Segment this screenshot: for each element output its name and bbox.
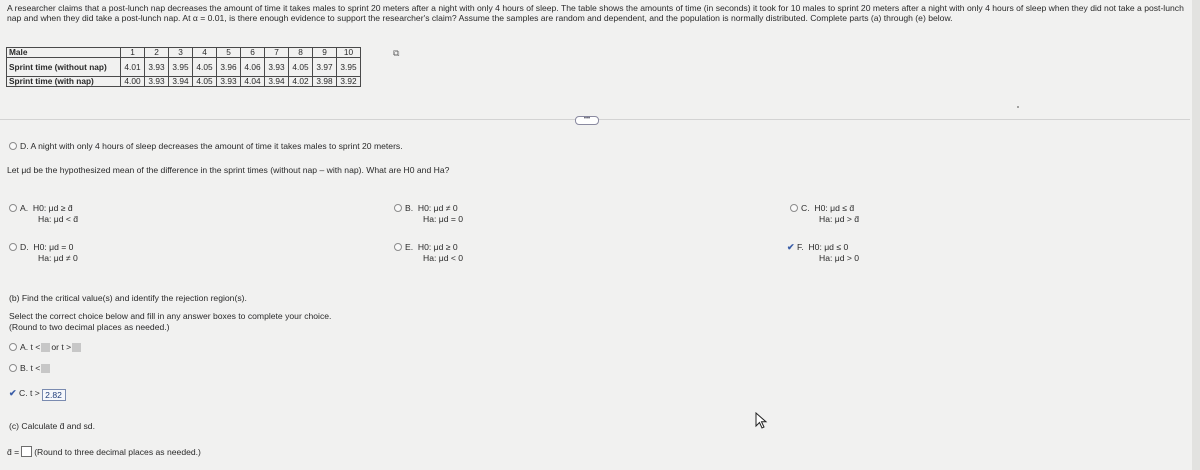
part-b-round-note: (Round to two decimal places as needed.) (9, 322, 170, 332)
table-row (7, 77, 361, 87)
option-letter: F. (797, 242, 804, 252)
h0-text: H0: μd ≤ d̄ (814, 203, 855, 213)
table-cell: 3.93 (145, 77, 169, 87)
answer-box[interactable] (72, 343, 81, 352)
table-row-label: Sprint time (with nap) (7, 77, 121, 87)
radio-icon (790, 204, 798, 212)
table-header-label: Male (7, 48, 121, 58)
table-cell: 3.98 (313, 77, 337, 87)
checkmark-icon: ✔ (9, 388, 17, 398)
table-col: 10 (337, 48, 361, 58)
ha-text: Ha: μd > d̄ (819, 214, 860, 224)
hyp-option-b[interactable] (394, 203, 463, 225)
option-text: A. t < (20, 342, 41, 352)
table-cell: 3.93 (145, 58, 169, 77)
claim-option-text: D. A night with only 4 hours of sleep decreases the amount of time it takes males to sprint 20 meters. (20, 141, 403, 151)
radio-icon (9, 142, 17, 150)
table-col: 6 (241, 48, 265, 58)
option-letter: C. (801, 203, 810, 213)
ha-text: Ha: μd ≠ 0 (38, 253, 78, 263)
radio-icon (9, 364, 17, 372)
table-row-label: Sprint time (without nap) (7, 58, 121, 77)
table-cell: 4.01 (121, 58, 145, 77)
table-cell: 3.97 (313, 58, 337, 77)
crit-option-b[interactable] (9, 363, 51, 373)
crit-option-c[interactable] (9, 388, 66, 401)
dot (1017, 106, 1019, 108)
table-cell: 4.06 (241, 58, 265, 77)
problem-statement: A researcher claims that a post-lunch nap decreases the amount of time it takes males to sprint 20 meters after a night with only 4 hours of sleep. The table shows the amounts of time (in seconds) it took for 10 males to sprint 20 meters after a night with only 4 hours of sleep when they did not take a post-lunch nap and when they did take a post-lunch nap. At α = 0.01, is there enough evidence to support the researcher's claim? Assume the samples are random and dependent, and the population is normally distributed. Complete parts (a) through (e) below. (7, 3, 1184, 23)
option-letter: A. (20, 203, 29, 213)
table-cell: 3.94 (169, 77, 193, 87)
table-cell: 3.96 (217, 58, 241, 77)
table-row (7, 58, 361, 77)
radio-icon (9, 204, 17, 212)
table-col: 2 (145, 48, 169, 58)
hypothesis-question: Let μd be the hypothesized mean of the difference in the sprint times (without nap – with nap). What are H0 and Ha? (7, 165, 450, 175)
table-cell: 3.93 (217, 77, 241, 87)
option-letter: B. (405, 203, 414, 213)
dbar-input[interactable] (21, 446, 32, 457)
critical-value-box[interactable]: 2.82 (42, 389, 66, 401)
ha-text: Ha: μd < 0 (423, 253, 464, 263)
table-col: 3 (169, 48, 193, 58)
data-table (6, 47, 361, 87)
option-text: C. t > (19, 388, 40, 398)
table-col: 9 (313, 48, 337, 58)
option-letter: D. (20, 242, 29, 252)
claim-option[interactable] (9, 141, 403, 151)
dbar-label: d̄ = (7, 447, 20, 457)
table-cell: 4.05 (193, 77, 217, 87)
part-b-title: (b) Find the critical value(s) and identify the rejection region(s). (9, 293, 247, 303)
table-cell: 3.93 (265, 58, 289, 77)
table-cell: 3.92 (337, 77, 361, 87)
radio-icon (9, 243, 17, 251)
hyp-option-a[interactable] (9, 203, 78, 225)
radio-icon (394, 204, 402, 212)
ha-text: Ha: μd > 0 (819, 253, 860, 263)
scrollbar[interactable] (1192, 0, 1200, 470)
mouse-cursor-icon (755, 412, 769, 430)
radio-icon (9, 343, 17, 351)
hyp-option-d[interactable] (9, 242, 78, 264)
radio-icon (394, 243, 402, 251)
table-cell: 3.95 (337, 58, 361, 77)
table-cell: 3.94 (265, 77, 289, 87)
option-letter: E. (405, 242, 414, 252)
more-button[interactable]: ••• (575, 116, 599, 125)
table-cell: 3.95 (169, 58, 193, 77)
h0-text: H0: μd ≤ 0 (808, 242, 849, 252)
table-col: 7 (265, 48, 289, 58)
option-text: B. t < (20, 363, 41, 373)
hyp-option-c[interactable] (790, 203, 859, 225)
crit-option-a[interactable] (9, 342, 82, 352)
copy-icon[interactable]: ⧉ (393, 48, 400, 58)
hyp-option-e[interactable] (394, 242, 463, 264)
h0-text: H0: μd = 0 (33, 242, 74, 252)
table-col: 5 (217, 48, 241, 58)
part-b-instruction: Select the correct choice below and fill in any answer boxes to complete your choice. (9, 311, 332, 321)
checkmark-icon: ✔ (787, 242, 795, 252)
answer-box[interactable] (41, 364, 50, 373)
table-cell: 4.04 (241, 77, 265, 87)
dbar-row (7, 446, 201, 457)
table-col: 1 (121, 48, 145, 58)
table-header-row (7, 48, 361, 58)
dbar-round-note: (Round to three decimal places as needed.) (34, 447, 201, 457)
h0-text: H0: μd ≥ 0 (417, 242, 458, 252)
table-cell: 4.02 (289, 77, 313, 87)
table-col: 4 (193, 48, 217, 58)
answer-box[interactable] (41, 343, 50, 352)
ha-text: Ha: μd < d̄ (38, 214, 79, 224)
h0-text: H0: μd ≠ 0 (417, 203, 458, 213)
ha-text: Ha: μd = 0 (423, 214, 464, 224)
table-cell: 4.05 (289, 58, 313, 77)
table-cell: 4.00 (121, 77, 145, 87)
h0-text: H0: μd ≥ d̄ (32, 203, 73, 213)
hyp-option-f[interactable] (787, 242, 859, 264)
option-text: or t > (51, 342, 72, 352)
table-col: 8 (289, 48, 313, 58)
table-cell: 4.05 (193, 58, 217, 77)
part-c-title: (c) Calculate d̄ and sd. (9, 421, 95, 431)
